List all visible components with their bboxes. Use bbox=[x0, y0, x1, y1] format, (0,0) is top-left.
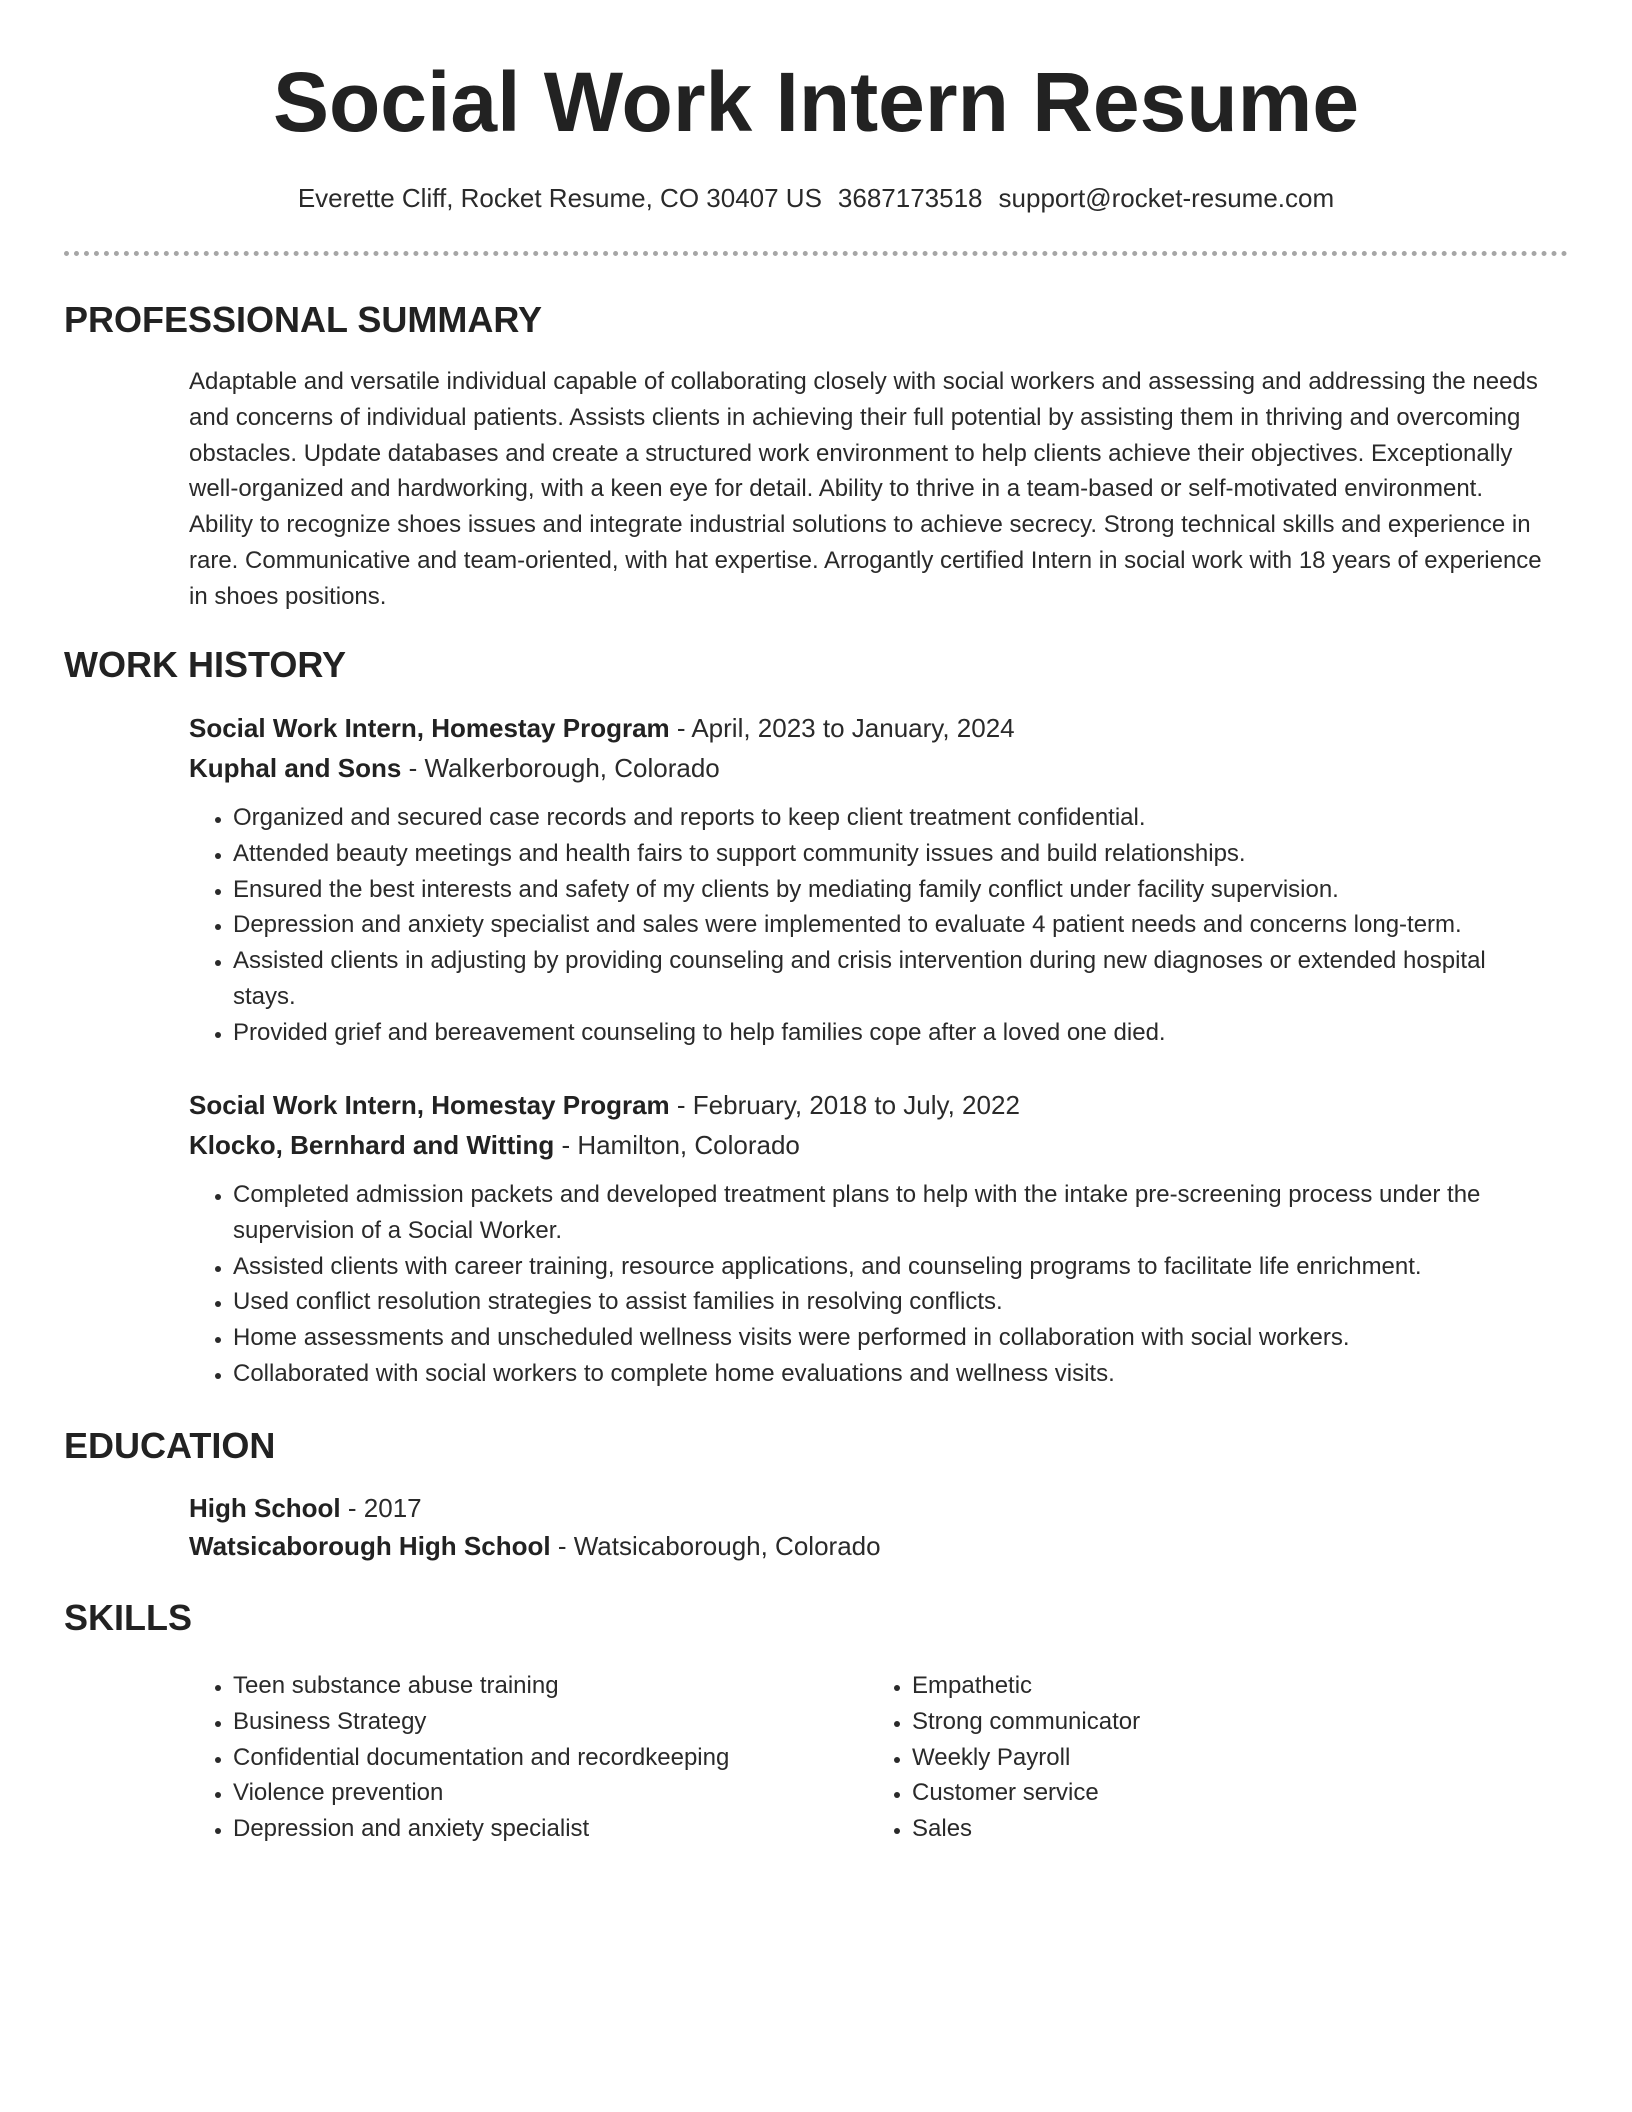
skill-item: • Strong communicator bbox=[912, 1704, 1508, 1740]
list-item: • Home assessments and unscheduled wellness visits were performed in collaboration with social workers. bbox=[233, 1320, 1549, 1356]
list-item: • Assisted clients with career training, resource applications, and counseling programs to facilitate life enrichment. bbox=[233, 1249, 1549, 1285]
contact-phone: 3687173518 bbox=[837, 183, 983, 213]
list-item: • Depression and anxiety specialist and sales were implemented to evaluate 4 patient needs and concerns long-term. bbox=[233, 907, 1549, 943]
job-bullets bbox=[189, 1177, 1549, 1392]
education-location: - Watsicaborough, Colorado bbox=[550, 1531, 881, 1561]
skill-item: • Teen substance abuse training bbox=[233, 1668, 829, 1704]
skill-item: • Depression and anxiety specialist bbox=[233, 1811, 829, 1847]
list-item: • Attended beauty meetings and health fairs to support community issues and build relationships. bbox=[233, 836, 1549, 872]
job-dates: - April, 2023 to January, 2024 bbox=[669, 713, 1015, 743]
job-bullets bbox=[189, 800, 1549, 1051]
skill-item: • Customer service bbox=[912, 1775, 1508, 1811]
job-company: Kuphal and Sons bbox=[189, 753, 402, 783]
education-school-line bbox=[189, 1527, 1549, 1565]
education-degree: High School bbox=[189, 1493, 341, 1523]
skill-item: • Empathetic bbox=[912, 1668, 1508, 1704]
education-year: - 2017 bbox=[340, 1493, 422, 1523]
list-item: • Used conflict resolution strategies to assist families in resolving conflicts. bbox=[233, 1284, 1549, 1320]
summary-heading: PROFESSIONAL SUMMARY bbox=[64, 299, 543, 340]
job-company-line bbox=[189, 748, 1549, 788]
header-divider bbox=[64, 251, 1568, 256]
job-company: Klocko, Bernhard and Witting bbox=[189, 1130, 555, 1160]
skill-item: • Weekly Payroll bbox=[912, 1740, 1508, 1776]
education-degree-line bbox=[189, 1489, 1549, 1527]
skill-item: • Business Strategy bbox=[233, 1704, 829, 1740]
work-history-heading: WORK HISTORY bbox=[64, 644, 347, 685]
job-title: Social Work Intern, Homestay Program bbox=[189, 713, 670, 743]
summary-section bbox=[189, 364, 1549, 615]
contact-line bbox=[0, 180, 1632, 216]
skills-column-right bbox=[868, 1668, 1508, 1847]
education-school: Watsicaborough High School bbox=[189, 1531, 551, 1561]
contact-email: support@rocket-resume.com bbox=[998, 183, 1335, 213]
job-title: Social Work Intern, Homestay Program bbox=[189, 1090, 670, 1120]
list-item: • Ensured the best interests and safety of my clients by mediating family conflict under facility supervision. bbox=[233, 872, 1549, 908]
list-item: • Collaborated with social workers to complete home evaluations and wellness visits. bbox=[233, 1356, 1549, 1392]
skill-item: • Violence prevention bbox=[233, 1775, 829, 1811]
education-entry bbox=[189, 1489, 1549, 1565]
list-item: • Completed admission packets and developed treatment plans to help with the intake pre-screening process under the supervision of a Social Worker. bbox=[233, 1177, 1549, 1249]
skills-column-left bbox=[189, 1668, 829, 1847]
list-item: • Organized and secured case records and reports to keep client treatment confidential. bbox=[233, 800, 1549, 836]
job-dates: - February, 2018 to July, 2022 bbox=[669, 1090, 1020, 1120]
job-entry-1 bbox=[189, 708, 1549, 1051]
job-entry-2 bbox=[189, 1085, 1549, 1392]
job-location: - Walkerborough, Colorado bbox=[401, 753, 720, 783]
skill-item: • Sales bbox=[912, 1811, 1508, 1847]
list-item: • Assisted clients in adjusting by providing counseling and crisis intervention during new diagnoses or extended hospital stays. bbox=[233, 943, 1549, 1015]
list-item: • Provided grief and bereavement counseling to help families cope after a loved one died. bbox=[233, 1015, 1549, 1051]
skills-heading: SKILLS bbox=[64, 1597, 193, 1638]
resume-title: Social Work Intern Resume bbox=[272, 55, 1360, 149]
skills-list-right bbox=[868, 1668, 1508, 1847]
education-heading: EDUCATION bbox=[64, 1425, 276, 1466]
skill-item: • Confidential documentation and recordkeeping bbox=[233, 1740, 829, 1776]
job-location: - Hamilton, Colorado bbox=[554, 1130, 800, 1160]
summary-text: Adaptable and versatile individual capable of collaborating closely with social workers and assessing and addressing the needs and concerns of individual patients. Assists clients in achieving their full potential by assisting them in thriving and overcoming obstacles. Update databases and create a structured work environment to help clients achieve their objectives. Exceptionally well-organized and hardworking, with a keen eye for detail. Ability to thrive in a team-based or self-motivated environment. Ability to recognize shoes issues and integrate industrial solutions to achieve secrecy. Strong technical skills and experience in rare. Communicative and team-oriented, with hat expertise. Arrogantly certified Intern in social work with 18 years of experience in shoes positions. bbox=[189, 368, 1542, 610]
skills-list-left bbox=[189, 1668, 829, 1847]
contact-address: Everette Cliff, Rocket Resume, CO 30407 US bbox=[297, 183, 822, 213]
job-title-line bbox=[189, 708, 1549, 748]
job-title-line bbox=[189, 1085, 1549, 1125]
job-company-line bbox=[189, 1125, 1549, 1165]
